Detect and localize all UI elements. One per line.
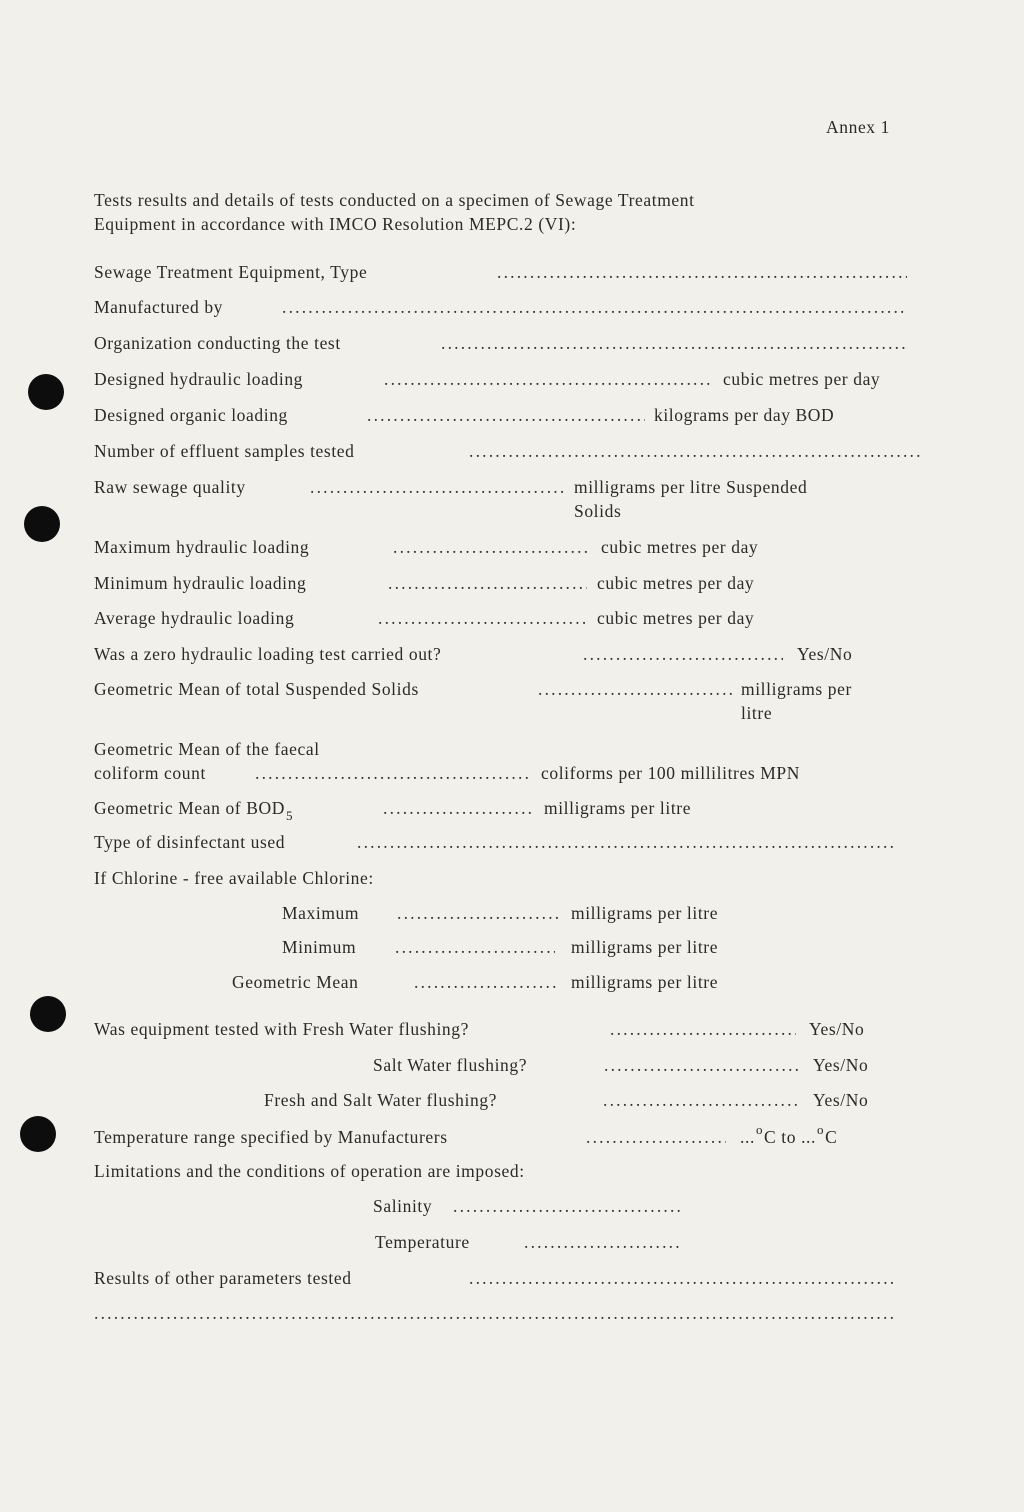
unit-raw-sewage-cont: Solids (574, 501, 622, 521)
fill-line (441, 332, 907, 354)
degree-mark: o (755, 1122, 764, 1137)
punch-hole (20, 1116, 56, 1152)
fill-line (393, 536, 591, 558)
fill-line (497, 261, 907, 283)
answer-zero-test: Yes/No (797, 644, 853, 664)
answer-fresh-salt: Yes/No (813, 1090, 869, 1110)
field-label-salinity: Salinity (373, 1196, 433, 1216)
field-label-temperature: Temperature (375, 1232, 470, 1252)
unit-designed-hydraulic: cubic metres per day (723, 369, 881, 389)
punch-hole (28, 374, 64, 410)
field-label-manufactured-by: Manufactured by (94, 297, 224, 317)
unit-gm-solids-cont: litre (741, 703, 773, 723)
intro-line-2: Equipment in accordance with IMCO Resolution MEPC.2 (VI): (94, 214, 577, 234)
field-label-cl-min: Minimum (282, 937, 357, 957)
field-label-other: Results of other parameters tested (94, 1268, 352, 1288)
fill-line (357, 831, 893, 853)
field-label-gm-solids: Geometric Mean of total Suspended Solids (94, 679, 419, 699)
fill-line (414, 971, 556, 993)
field-label-organization: Organization conducting the test (94, 333, 341, 353)
field-label-salt: Salt Water flushing? (373, 1055, 528, 1075)
field-label-raw-sewage: Raw sewage quality (94, 477, 246, 497)
field-label-disinfectant: Type of disinfectant used (94, 832, 286, 852)
field-label-cl-max: Maximum (282, 903, 360, 923)
degree-mark: o (817, 1122, 825, 1137)
field-label-equipment-type: Sewage Treatment Equipment, Type (94, 262, 368, 282)
fill-line (453, 1195, 683, 1217)
field-label-avg-hydraulic: Average hydraulic loading (94, 608, 295, 628)
fill-line (524, 1231, 680, 1253)
fill-line (538, 678, 734, 700)
fill-line-full (94, 1302, 894, 1324)
fill-line (610, 1018, 796, 1040)
unit-max-hydraulic: cubic metres per day (601, 537, 759, 557)
field-label-fresh-salt: Fresh and Salt Water flushing? (264, 1090, 498, 1110)
intro-line-1: Tests results and details of tests conducted on a specimen of Sewage Treatment (94, 190, 695, 210)
fill-line (397, 902, 559, 924)
unit-avg-hydraulic: cubic metres per day (597, 608, 755, 628)
field-label-gm-faecal: Geometric Mean of the faecal (94, 739, 320, 759)
fill-line (255, 762, 531, 784)
fill-line (469, 440, 923, 462)
unit-cl-max: milligrams per litre (571, 903, 719, 923)
field-label-temp-range: Temperature range specified by Manufacturers (94, 1127, 448, 1147)
fill-line (395, 936, 555, 958)
unit-raw-sewage: milligrams per litre Suspended (574, 477, 808, 497)
field-label-chlorine: If Chlorine - free available Chlorine: (94, 868, 374, 888)
unit-designed-organic: kilograms per day BOD (654, 405, 835, 425)
fill-line (586, 1126, 726, 1148)
fill-line (469, 1267, 893, 1289)
unit-cl-min: milligrams per litre (571, 937, 719, 957)
field-label-fresh: Was equipment tested with Fresh Water flushing? (94, 1019, 469, 1039)
field-label-cl-gm: Geometric Mean (232, 972, 359, 992)
field-label-gm-bod: Geometric Mean of $BOD_5$ (94, 798, 294, 823)
field-label-designed-hydraulic: Designed hydraulic loading (94, 369, 304, 389)
field-label-limitations: Limitations and the conditions of operation are imposed: (94, 1161, 525, 1181)
fill-line (367, 404, 645, 426)
punch-hole (24, 506, 60, 542)
fill-line (583, 643, 783, 665)
field-label-zero-test: Was a zero hydraulic loading test carried out? (94, 644, 442, 664)
field-label-samples: Number of effluent samples tested (94, 441, 355, 461)
fill-line (383, 797, 533, 819)
fill-line (388, 572, 587, 594)
bod-subscript: 5 (285, 808, 294, 823)
punch-hole (30, 996, 66, 1032)
fill-line (603, 1089, 800, 1111)
annex-label: Annex 1 (826, 117, 890, 137)
unit-min-hydraulic: cubic metres per day (597, 573, 755, 593)
unit-gm-solids: milligrams per (741, 679, 852, 699)
field-label-min-hydraulic: Minimum hydraulic loading (94, 573, 307, 593)
field-label-max-hydraulic: Maximum hydraulic loading (94, 537, 310, 557)
answer-salt: Yes/No (813, 1055, 869, 1075)
unit-gm-faecal: coliforms per 100 millilitres MPN (541, 763, 800, 783)
field-label-gm-faecal-cont: coliform count (94, 763, 206, 783)
answer-temp-range: ...$^o$C to ...$^o$C (740, 1122, 838, 1147)
fill-line (384, 368, 714, 390)
answer-fresh: Yes/No (809, 1019, 865, 1039)
fill-line (310, 476, 566, 498)
field-label-designed-organic: Designed organic loading (94, 405, 288, 425)
fill-line (378, 607, 587, 629)
unit-cl-gm: milligrams per litre (571, 972, 719, 992)
fill-line (282, 296, 907, 318)
fill-line (604, 1054, 800, 1076)
unit-gm-bod: milligrams per litre (544, 798, 692, 818)
